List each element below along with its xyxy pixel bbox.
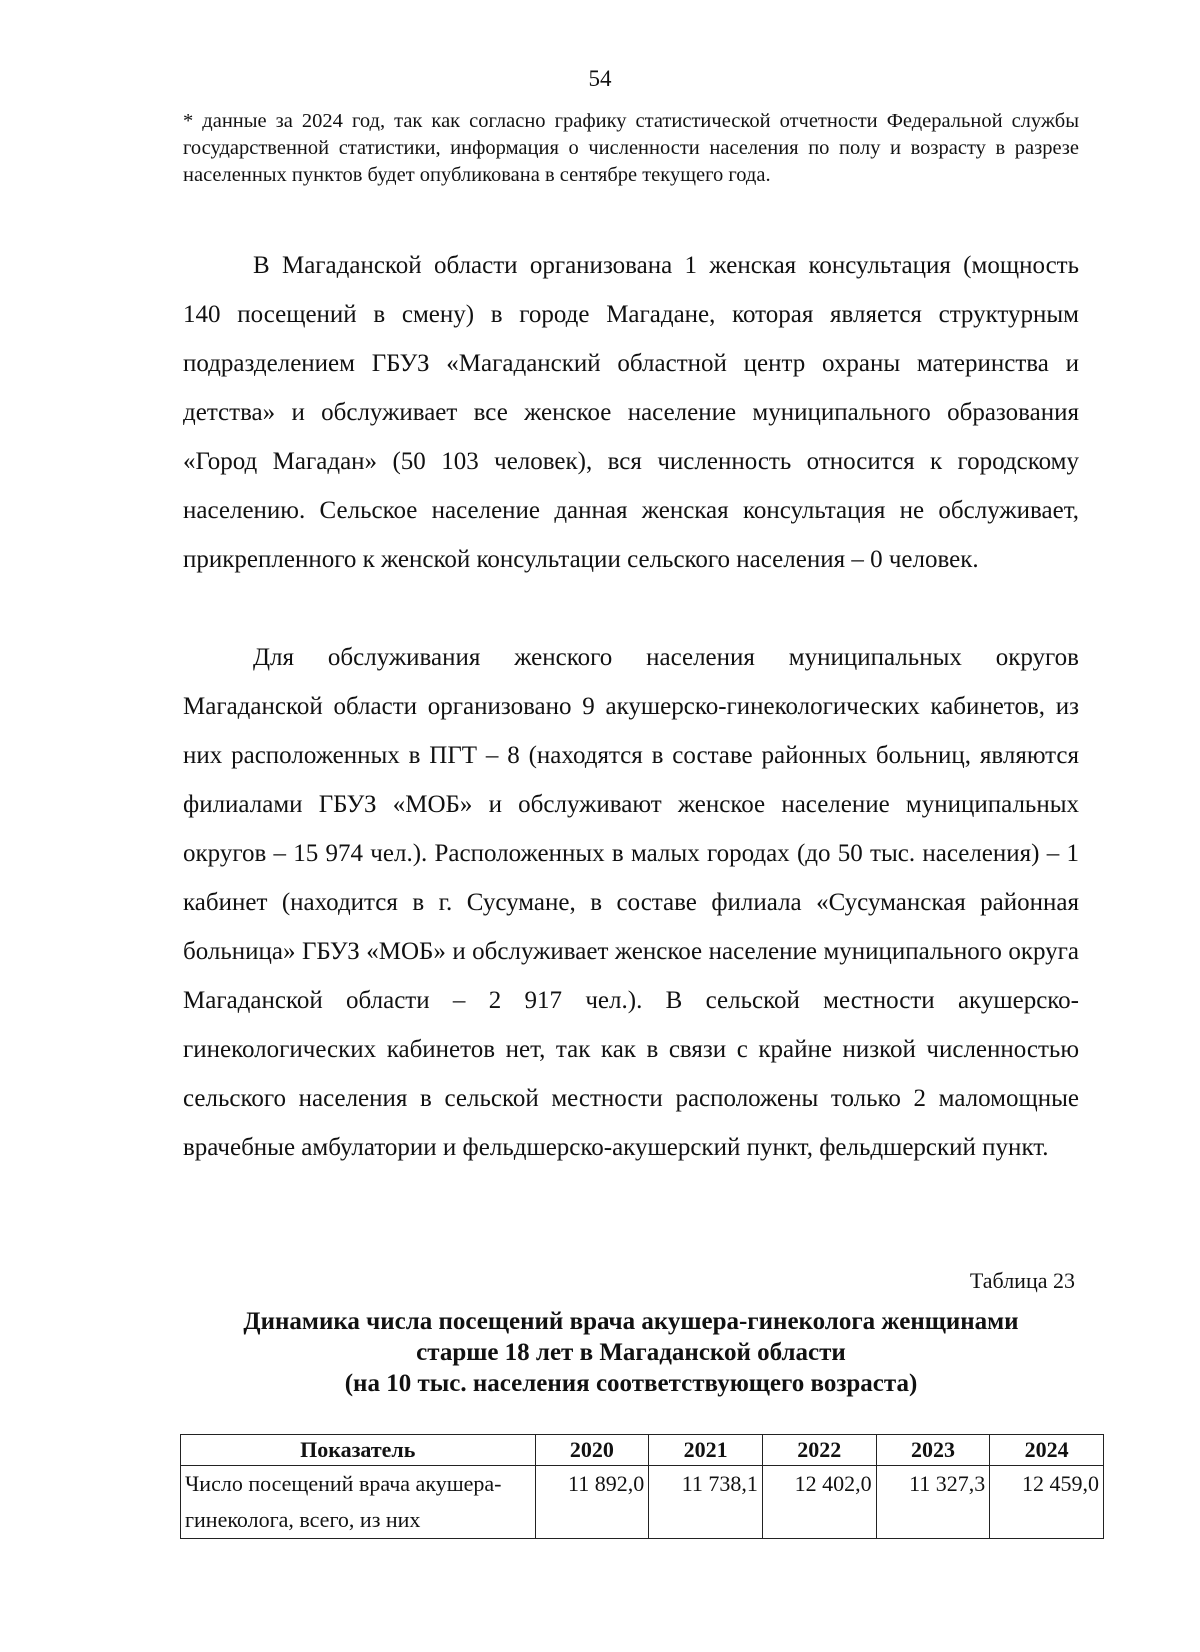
value-cell: 11 892,0 <box>535 1466 649 1539</box>
footnote: * данные за 2024 год, так как согласно графику статистической отчетности Федеральной службы государственной статистики, информация о численности населения по полу и возрасту в разрезе населенных пунктов будет опубликована в сентябре текущего года. <box>183 110 1079 186</box>
header-indicator: Показатель <box>181 1435 536 1466</box>
table-title <box>183 1306 1079 1399</box>
visits-table <box>180 1434 1104 1539</box>
header-year: 2020 <box>535 1435 649 1466</box>
value-cell: 11 738,1 <box>649 1466 763 1539</box>
header-year: 2022 <box>762 1435 876 1466</box>
value-cell: 12 402,0 <box>762 1466 876 1539</box>
table-title-line: (на 10 тыс. населения соответствующего возраста) <box>344 1370 918 1397</box>
value-cell: 11 327,3 <box>876 1466 990 1539</box>
page-number: 54 <box>588 66 612 91</box>
table-header-row <box>181 1435 1104 1466</box>
paragraph-gynecology-offices: Для обслуживания женского населения муниципальных округов Магаданской области организовано 9 акушерско-гинекологических кабинетов, из них расположенных в ПГТ – 8 (находятся в составе районных больниц, являются филиалами ГБУЗ «МОБ» и обслуживают женское население муниципальных округов – 15 974 чел.). Расположенных в малых городах (до 50 тыс. населения) – 1 кабинет (находится в г. Сусумане, в составе филиала «Сусуманская районная больница» ГБУЗ «МОБ» и обслуживает женское население муниципального округа Магаданской области – 2 917 чел.). В сельской местности акушерско-гинекологических кабинетов нет, так как в связи с крайне низкой численностью сельского населения в сельской местности расположены только 2 маломощные врачебные амбулатории и фельдшерско-акушерский пункт, фельдшерский пункт. <box>183 644 1079 1161</box>
table-title-line: Динамика числа посещений врача акушера-гинеколога женщинами <box>243 1308 1019 1335</box>
indicator-cell: Число посещений врача акушера-гинеколога, всего, из них <box>181 1466 536 1539</box>
table-row <box>181 1466 1104 1539</box>
header-year: 2021 <box>649 1435 763 1466</box>
paragraph-women-consultation: В Магаданской области организована 1 женская консультация (мощность 140 посещений в смену) в городе Магадане, которая является структурным подразделением ГБУЗ «Магаданский областной центр охраны материнства и детства» и обслуживает все женское население муниципального образования «Город Магадан» (50 103 человек), вся численность относится к городскому населению. Сельское население данная женская консультация не обслуживает, прикрепленного к женской консультации сельского населения – 0 человек. <box>183 252 1079 573</box>
value-cell: 12 459,0 <box>990 1466 1104 1539</box>
table-title-line: старше 18 лет в Магаданской области <box>416 1339 846 1366</box>
header-year: 2023 <box>876 1435 990 1466</box>
table-label: Таблица 23 <box>969 1268 1075 1293</box>
header-year: 2024 <box>990 1435 1104 1466</box>
